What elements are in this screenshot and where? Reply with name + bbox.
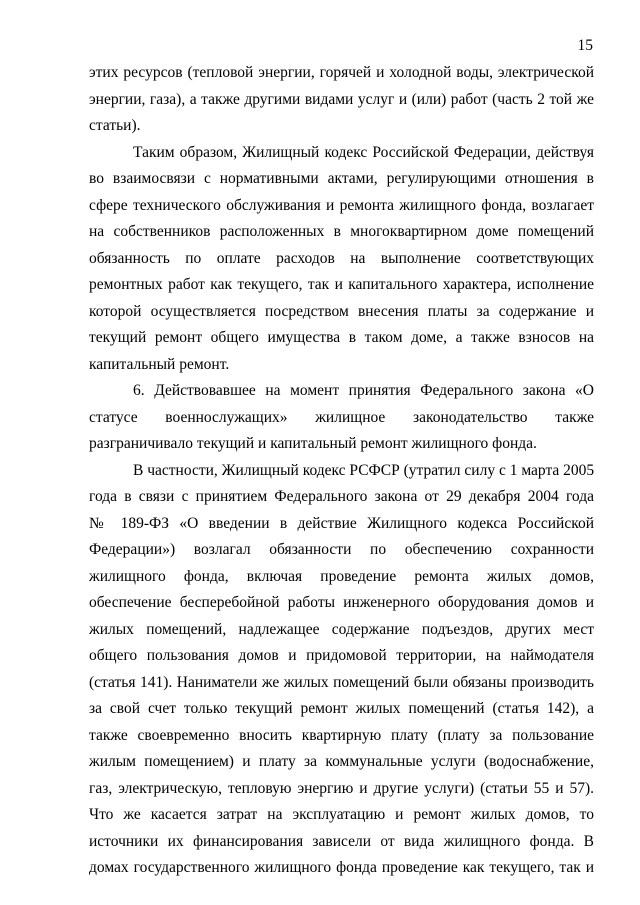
text-line: жилищного фонда, включая проведение ремонта жилых домов, <box>89 567 594 585</box>
text-line: во взаимосвязи с нормативными актами, регулирующими отношения в <box>89 170 594 187</box>
text-line: обеспечение бесперебойной работы инженерного оборудования домов и <box>89 594 594 611</box>
paragraph <box>89 458 594 882</box>
text-line: Федерации») возлагал обязанности по обеспечению сохранности <box>89 541 594 558</box>
page-number: 15 <box>577 37 593 54</box>
text-line: домах государственного жилищного фонда проведение как текущего, так и <box>89 859 594 876</box>
text-line: № 189-ФЗ «О введении в действие Жилищного кодекса Российской <box>89 514 594 532</box>
document-body <box>89 60 594 882</box>
text-line: также своевременно вносить квартирную плату (плату за пользование <box>89 726 594 744</box>
text-line: этих ресурсов (тепловой энергии, горячей и холодной воды, электрической <box>89 64 594 81</box>
text-line: обязанность по оплате расходов на выполнение соответствующих <box>89 249 594 267</box>
text-line: (статья 141). Наниматели же жилых помещений были обязаны производить <box>89 673 594 691</box>
text-line: газ, электрическую, тепловую энергию и другие услуги) (статьи 55 и 57). <box>89 779 594 797</box>
text-line: источники их финансирования зависели от вида жилищного фонда. В <box>89 832 594 850</box>
paragraph <box>89 378 594 458</box>
text-line: Таким образом, Жилищный кодекс Российской Федерации, действуя <box>133 143 594 161</box>
text-line: статусе военнослужащих» жилищное законодательство также <box>89 408 594 426</box>
text-line: на собственников расположенных в многоквартирном доме помещений <box>89 223 594 240</box>
text-line: В частности, Жилищный кодекс РСФСР (утратил силу с 1 марта 2005 <box>133 461 595 479</box>
paragraph <box>89 60 594 140</box>
text-line: 6. Действовавшее на момент принятия Федерального закона «О <box>133 382 594 399</box>
text-line: жилым помещением) и плату за коммунальные услуги (водоснабжение, <box>89 753 594 770</box>
text-line: текущий ремонт общего имущества в таком доме, а также взносов на <box>89 329 594 346</box>
text-line: общего пользования домов и придомовой территории, на наймодателя <box>89 647 594 664</box>
paragraph <box>89 140 594 379</box>
text-line: за свой счет только текущий ремонт жилых помещений (статья 142), а <box>89 700 594 717</box>
text-line: энергии, газа), а также другими видами услуг и (или) работ (часть 2 той же <box>89 90 594 108</box>
text-line: ремонтных работ как текущего, так и капитального характера, исполнение <box>89 276 594 293</box>
text-line: Что же касается затрат на эксплуатацию и ремонт жилых домов, то <box>89 806 594 823</box>
text-line: сфере технического обслуживания и ремонта жилищного фонда, возлагает <box>89 196 594 214</box>
text-line: разграничивало текущий и капитальный ремонт жилищного фонда. <box>89 435 537 452</box>
text-line: которой осуществляется посредством внесения платы за содержание и <box>89 302 594 320</box>
text-line: года в связи с принятием Федерального закона от 29 декабря 2004 года <box>89 488 594 505</box>
text-line: капитальный ремонт. <box>89 355 230 373</box>
text-line: статьи). <box>89 117 141 134</box>
text-line: жилых помещений, надлежащее содержание подъездов, других мест <box>89 620 594 638</box>
